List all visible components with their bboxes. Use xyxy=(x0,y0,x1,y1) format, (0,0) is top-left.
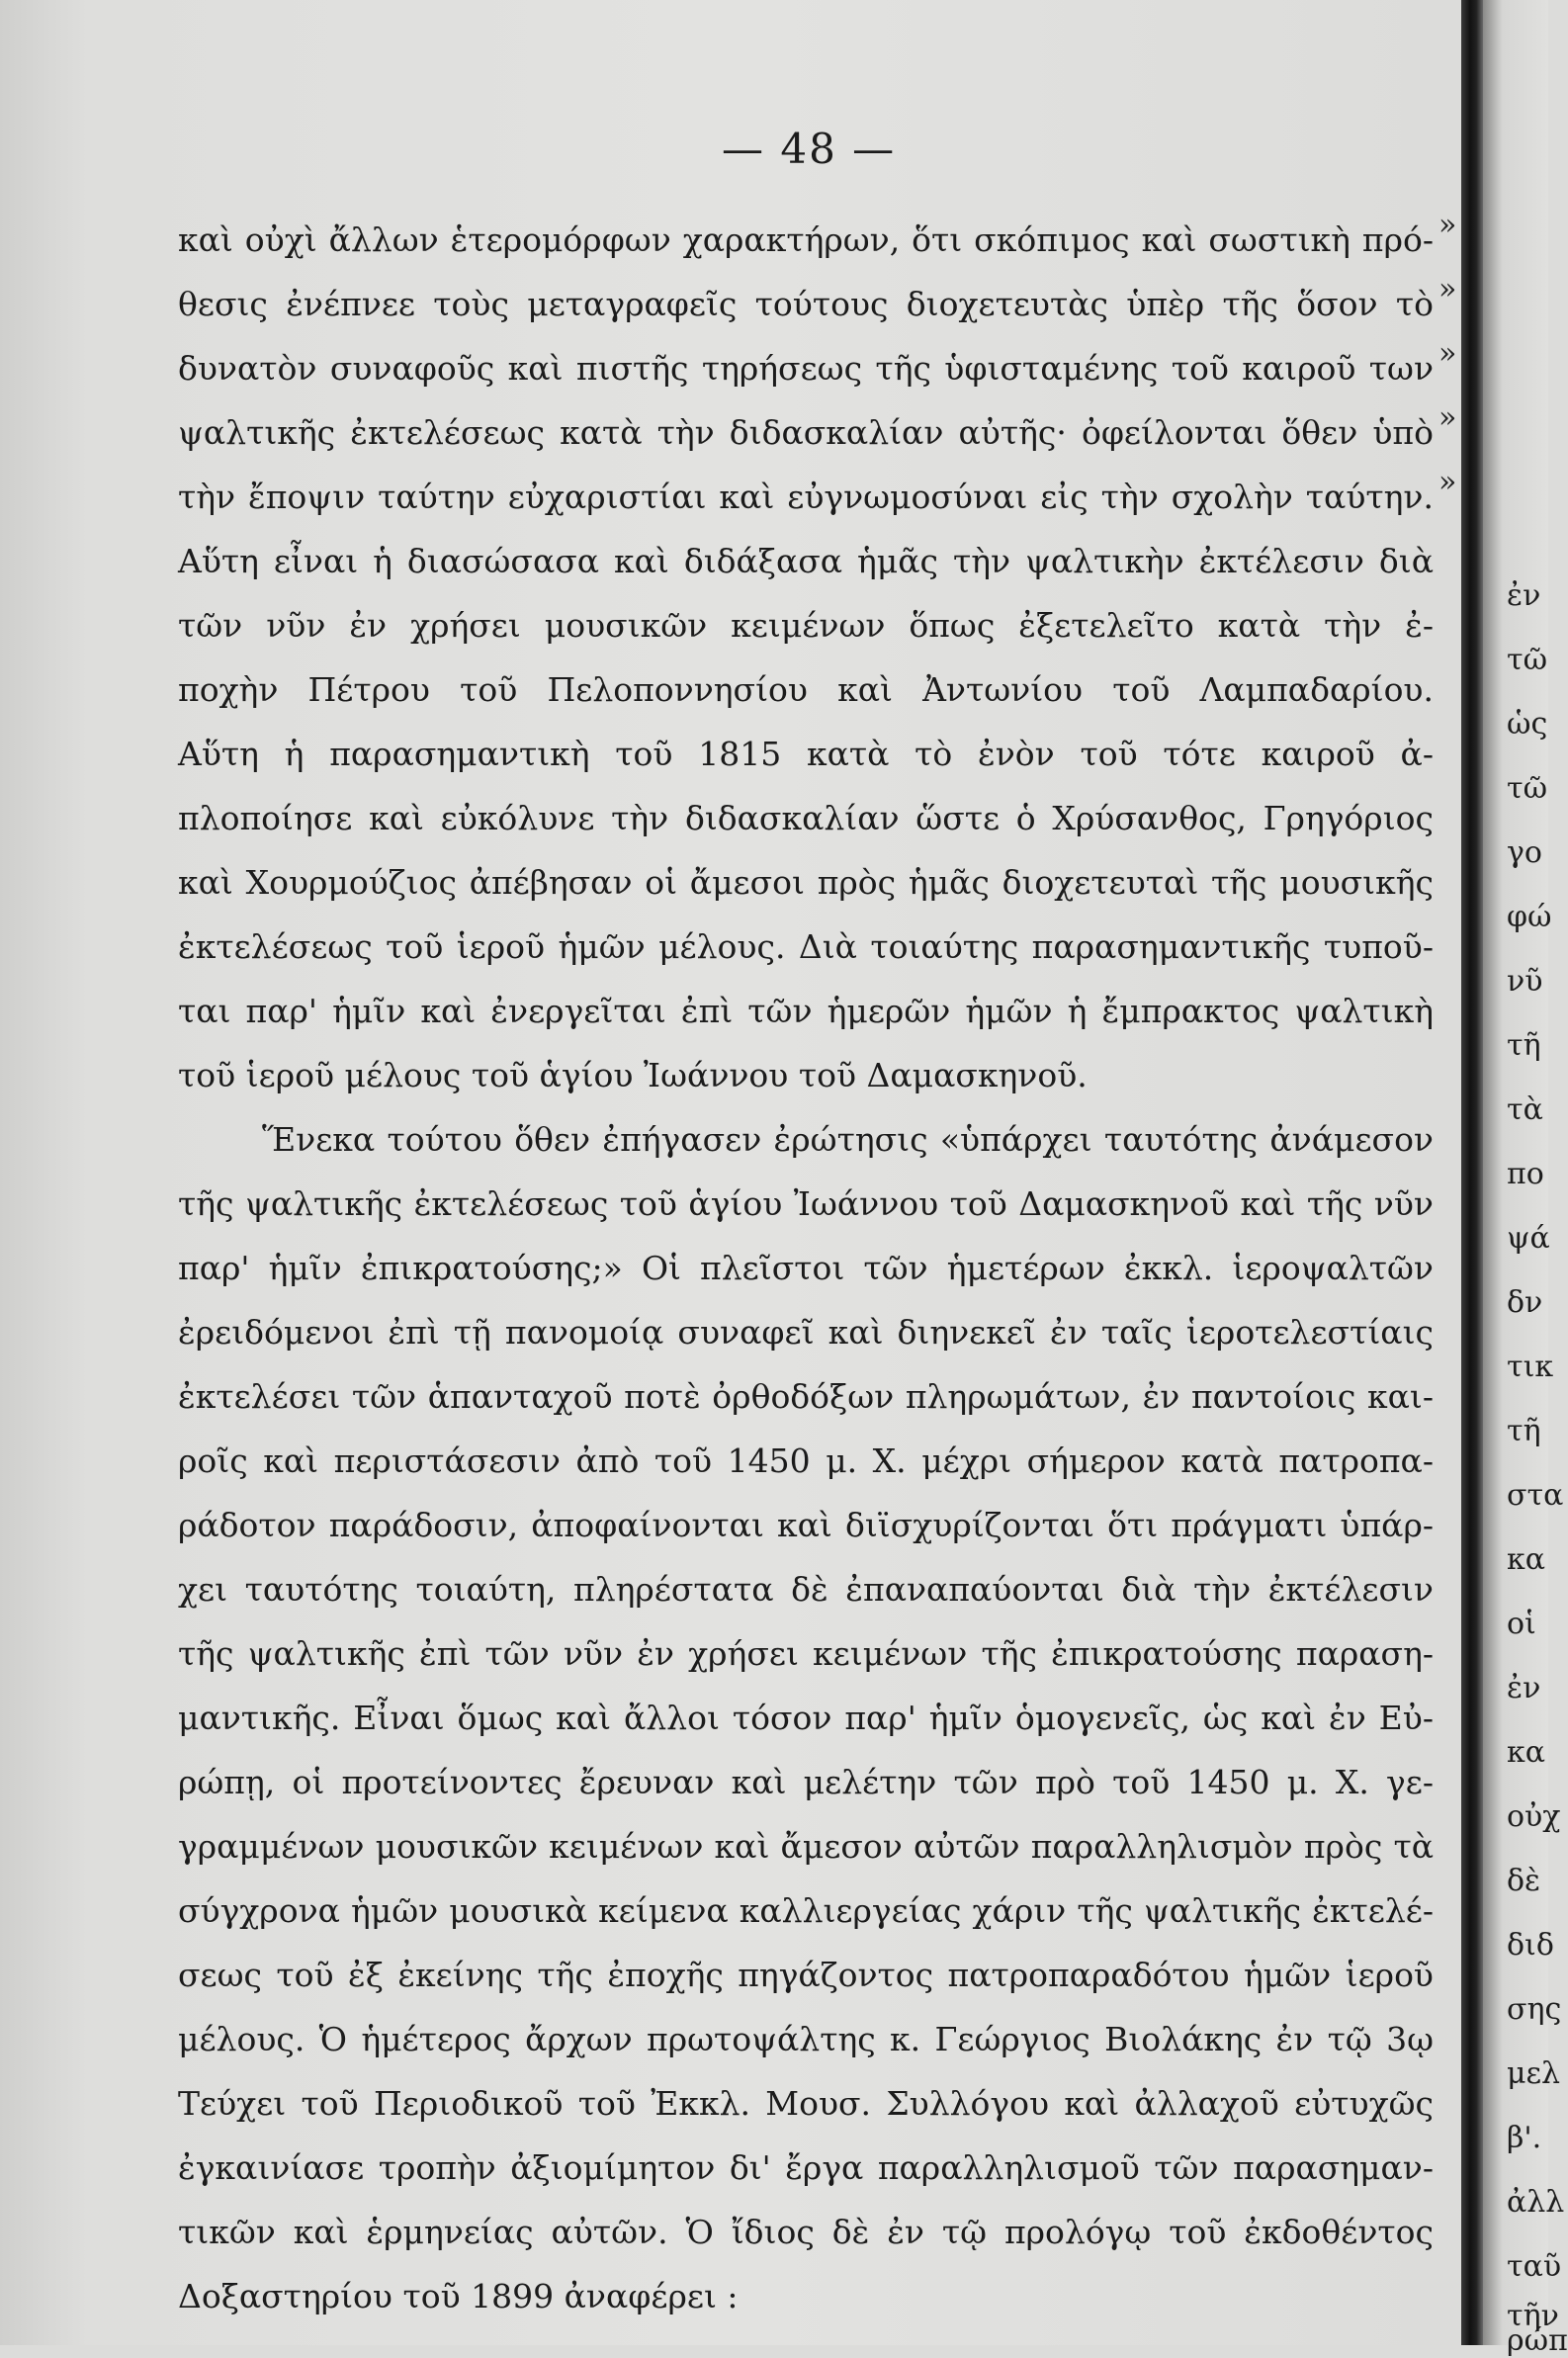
margin-quote: » xyxy=(1438,465,1457,499)
adjacent-page-fragment: μελ xyxy=(1507,2056,1561,2091)
text-line: χει ταυτότης τοιαύτη, πληρέστατα δὲ ἐπαναπαύονται διὰ τὴν ἐκτέλεσιν xyxy=(178,1570,1434,1609)
text-line: τοῦ ἱεροῦ μέλους τοῦ ἁγίου Ἰωάννου τοῦ Δαμασκηνοῦ. xyxy=(178,1056,1088,1094)
adjacent-page-fragment: διδ xyxy=(1507,1928,1554,1963)
adjacent-page-fragment: τῶ xyxy=(1507,643,1548,677)
text-line: Τεύχει τοῦ Περιοδικοῦ τοῦ Ἐκκλ. Μουσ. Συλλόγου καὶ ἀλλαχοῦ εὐτυχῶς xyxy=(178,2084,1434,2123)
adjacent-page-fragment: οὐχ xyxy=(1507,1799,1561,1834)
margin-quote: » xyxy=(1438,336,1457,371)
adjacent-page-fragment: ταῦ xyxy=(1507,2249,1562,2284)
adjacent-page-fragment: τῶ xyxy=(1507,771,1548,806)
adjacent-page-fragment: τῆν xyxy=(1507,2299,1559,2333)
text-line: μέλους. Ὁ ἡμέτερος ἄρχων πρωτοψάλτης κ. Γεώργιος Βιολάκης ἐν τῷ 3ῳ xyxy=(178,2020,1434,2058)
text-line: καὶ οὐχὶ ἄλλων ἑτερομόρφων χαρακτήρων, ὅτι σκόπιμος καὶ σωστικὴ πρό- xyxy=(178,220,1434,259)
text-line: πλοποίησε καὶ εὐκόλυνε τὴν διδασκαλίαν ὥστε ὁ Χρύσανθος, Γρηγόριος xyxy=(178,799,1434,837)
adjacent-page-fragment: τὰ xyxy=(1507,1092,1543,1127)
text-line: θεσις ἐνέπνεε τοὺς μεταγραφεῖς τούτους διοχετευτὰς ὑπὲρ τῆς ὅσον τὸ xyxy=(178,285,1434,323)
text-line: γραμμένων μουσικῶν κειμένων καὶ ἄμεσον αὐτῶν παραλληλισμὸν πρὸς τὰ xyxy=(178,1827,1434,1866)
adjacent-page-edge xyxy=(1483,0,1568,2358)
text-line: δυνατὸν συναφοῦς καὶ πιστῆς τηρήσεως τῆς ὑφισταμένης τοῦ καιροῦ των xyxy=(178,349,1434,388)
text-line: ἐρειδόμενοι ἐπὶ τῇ πανομοίᾳ συναφεῖ καὶ διηνεκεῖ ἐν ταῖς ἱεροτελεστίαις xyxy=(178,1313,1434,1352)
adjacent-page-fragment: ἀλλ xyxy=(1507,2185,1565,2220)
adjacent-page-fragment: φώ xyxy=(1507,900,1552,934)
adjacent-page-fragment: κα xyxy=(1507,1542,1546,1577)
margin-quote: » xyxy=(1438,272,1457,306)
adjacent-page-fragment: ἐν xyxy=(1507,1671,1541,1705)
adjacent-page-fragment: δν xyxy=(1507,1285,1543,1320)
text-line: σύγχρονα ἡμῶν μουσικὰ κείμενα καλλιεργείας χάριν τῆς ψαλτικῆς ἐκτελέ- xyxy=(178,1891,1434,1930)
text-line: μαντικῆς. Εἶναι ὅμως καὶ ἄλλοι τόσον παρ' ἡμῖν ὁμογενεῖς, ὡς καὶ ἐν Εὐ- xyxy=(178,1699,1434,1737)
adjacent-page-fragment: τῆ xyxy=(1507,1028,1541,1063)
adjacent-page-fragment: πο xyxy=(1507,1157,1544,1191)
book-gutter-shadow xyxy=(1461,0,1483,2345)
adjacent-page-fragment: β'. xyxy=(1507,2121,1542,2155)
adjacent-page-fragment: γο xyxy=(1507,835,1542,870)
margin-quote: » xyxy=(1438,208,1457,242)
text-line: ψαλτικῆς ἐκτελέσεως κατὰ τὴν διδασκαλίαν αὐτῆς· ὀφείλονται ὅθεν ὑπὸ xyxy=(178,413,1434,452)
adjacent-page-fragment: ρώπ xyxy=(1507,2323,1568,2358)
text-line: παρ' ἡμῖν ἐπικρατούσης;» Οἱ πλεῖστοι τῶν ἡμετέρων ἐκκλ. ἱεροψαλτῶν xyxy=(178,1249,1434,1287)
text-line: ρώπῃ, οἱ προτείνοντες ἔρευναν καὶ μελέτην τῶν πρὸ τοῦ 1450 μ. Χ. γε- xyxy=(178,1763,1434,1801)
text-line: τῆς ψαλτικῆς ἐκτελέσεως τοῦ ἁγίου Ἰωάννου τοῦ Δαμασκηνοῦ καὶ τῆς νῦν xyxy=(178,1184,1434,1223)
adjacent-page-fragment: ἐν xyxy=(1507,578,1541,613)
text-line: Αὕτη εἶναι ἡ διασώσασα καὶ διδάξασα ἡμᾶς τὴν ψαλτικὴν ἐκτέλεσιν διὰ xyxy=(178,542,1434,580)
page-number: — 48 — xyxy=(722,125,897,173)
adjacent-page-fragment: τῆ xyxy=(1507,1414,1541,1448)
text-line: Ἕνεκα τούτου ὅθεν ἐπήγασεν ἐρώτησις «ὑπάρχει ταυτότης ἀνάμεσον xyxy=(262,1120,1434,1159)
text-line: Αὕτη ἡ παρασημαντικὴ τοῦ 1815 κατὰ τὸ ἐνὸν τοῦ τότε καιροῦ ἀ- xyxy=(178,735,1434,773)
text-line: Δοξαστηρίου τοῦ 1899 ἀναφέρει : xyxy=(178,2277,739,2315)
margin-quote: » xyxy=(1438,400,1457,435)
text-line: ἐκτελέσεως τοῦ ἱεροῦ ἡμῶν μέλους. Διὰ τοιαύτης παρασημαντικῆς τυποῦ- xyxy=(178,927,1434,966)
text-line: ράδοτον παράδοσιν, ἀποφαίνονται καὶ διϊσχυρίζονται ὅτι πράγματι ὑπάρ- xyxy=(178,1506,1434,1544)
text-line: σεως τοῦ ἐξ ἐκείνης τῆς ἐποχῆς πηγάζοντος πατροπαραδότου ἡμῶν ἱεροῦ xyxy=(178,1956,1434,1994)
text-line: ποχὴν Πέτρου τοῦ Πελοποννησίου καὶ Ἀντωνίου τοῦ Λαμπαδαρίου. xyxy=(178,670,1434,709)
adjacent-page-fragment: σης xyxy=(1507,1992,1562,2027)
adjacent-page-fragment: στα xyxy=(1507,1478,1564,1513)
text-line: ται παρ' ἡμῖν καὶ ἐνεργεῖται ἐπὶ τῶν ἡμερῶν ἡμῶν ἡ ἔμπρακτος ψαλτικὴ xyxy=(178,992,1434,1030)
text-line: ἐκτελέσει τῶν ἁπανταχοῦ ποτὲ ὀρθοδόξων πληρωμάτων, ἐν παντοίοις και- xyxy=(178,1377,1434,1416)
text-line: ἐγκαινίασε τροπὴν ἀξιομίμητον δι' ἔργα παραλληλισμοῦ τῶν παρασημαν- xyxy=(178,2148,1434,2187)
text-line: τὴν ἔποψιν ταύτην εὐχαριστίαι καὶ εὐγνωμοσύναι εἰς τὴν σχολὴν ταύτην. xyxy=(178,478,1434,516)
adjacent-page-fragment: τικ xyxy=(1507,1350,1554,1384)
adjacent-page-fragment: κα xyxy=(1507,1735,1546,1770)
adjacent-page-fragment: οἱ xyxy=(1507,1607,1536,1641)
adjacent-page-fragment: νῦ xyxy=(1507,964,1543,999)
adjacent-page-fragment: δὲ xyxy=(1507,1864,1541,1898)
text-line: τικῶν καὶ ἑρμηνείας αὐτῶν. Ὁ ἴδιος δὲ ἐν τῷ προλόγῳ τοῦ ἐκδοθέντος xyxy=(178,2213,1434,2251)
text-line: τῆς ψαλτικῆς ἐπὶ τῶν νῦν ἐν χρήσει κειμένων τῆς ἐπικρατούσης παραση- xyxy=(178,1634,1434,1673)
text-line: ροῖς καὶ περιστάσεσιν ἀπὸ τοῦ 1450 μ. Χ. μέχρι σήμερον κατὰ πατροπα- xyxy=(178,1441,1434,1480)
adjacent-page-fragment: ψά xyxy=(1507,1221,1550,1256)
adjacent-page-fragment: ὡς xyxy=(1507,707,1548,742)
text-line: καὶ Χουρμούζιος ἀπέβησαν οἱ ἄμεσοι πρὸς ἡμᾶς διοχετευταὶ τῆς μουσικῆς xyxy=(178,863,1434,902)
text-line: τῶν νῦν ἐν χρήσει μουσικῶν κειμένων ὅπως ἐξετελεῖτο κατὰ τὴν ἐ- xyxy=(178,606,1434,645)
